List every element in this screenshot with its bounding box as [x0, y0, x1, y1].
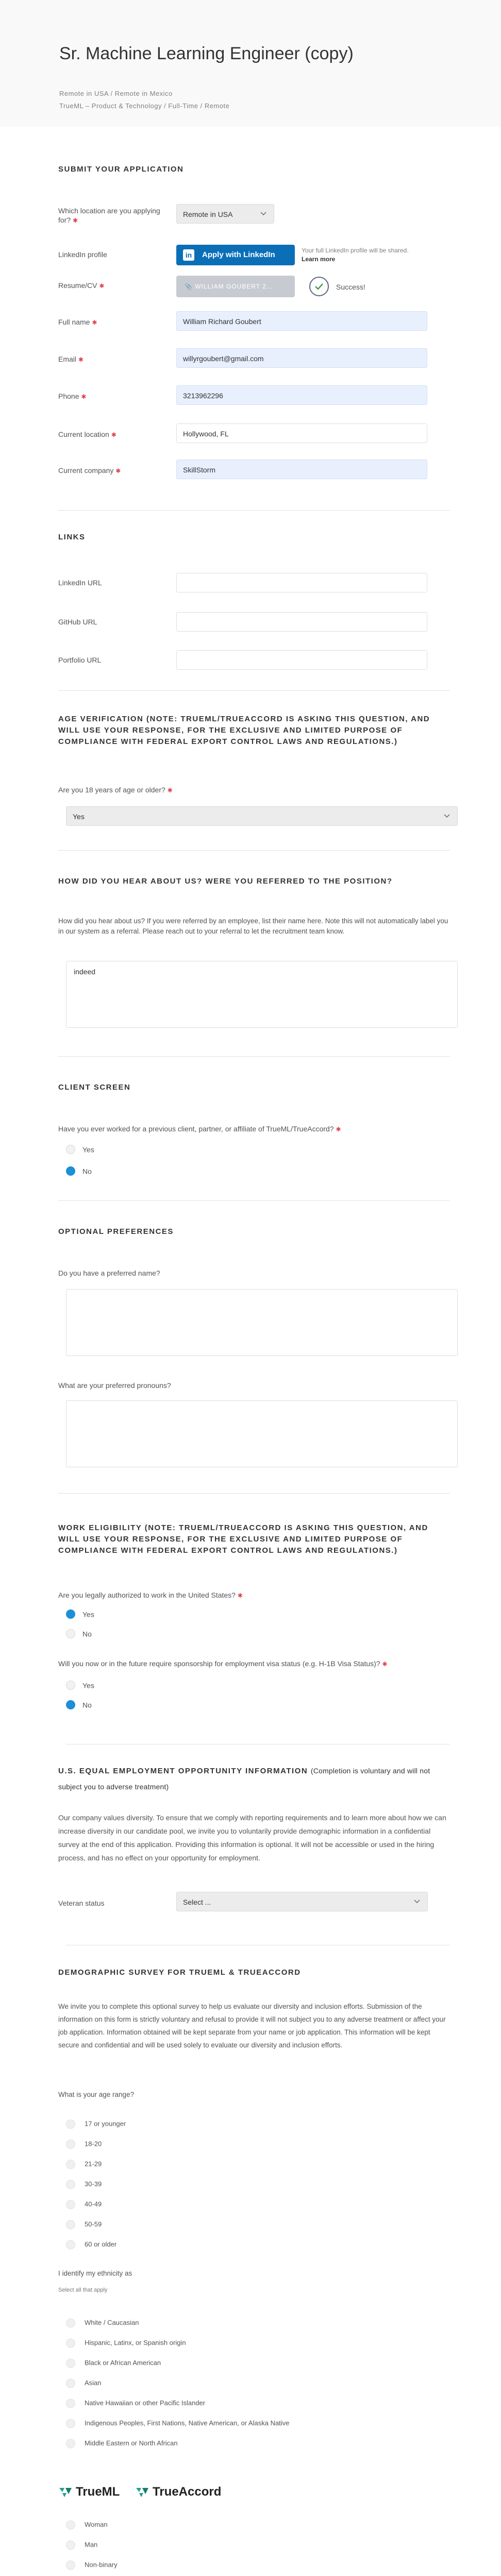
- linkedin-button-label: Apply with LinkedIn: [202, 250, 275, 259]
- current-company-label: Current company ✱: [58, 466, 121, 474]
- radio-button[interactable]: [66, 2180, 75, 2189]
- brand-bar: [0, 2479, 501, 2505]
- preferred-name-question: Do you have a preferred name?: [58, 1269, 160, 1277]
- radio-button[interactable]: [66, 2338, 75, 2348]
- radio-button-selected[interactable]: [66, 1700, 75, 1709]
- radio-button-selected[interactable]: [66, 1166, 75, 1176]
- client-option-no[interactable]: [66, 1165, 92, 1176]
- eeo-body: Our company values diversity. To ensure that we comply with reporting requirements and to learn more about how we can increase diversity in our candidate pool, we invite you to voluntarily provide demographic information in a confidential survey at the end of this application. Providing this information is optional. It will not be accessible or used in the hiring process, and has no effect on your opportunity for employment.: [58, 1814, 446, 1862]
- resume-label: Resume/CV ✱: [58, 281, 105, 290]
- section-heading-work: WORK ELIGIBILITY (NOTE: TRUEML/TRUEACCORD IS ASKING THIS QUESTION, AND WILL USE YOUR RESPONSE, FOR THE EXCLUSIVE AND LIMITED PURPOSE OF COMPLIANCE WITH FEDERAL EXPORT CONTROL LAWS AND REGULATIONS.): [58, 1523, 428, 1555]
- email-input[interactable]: willyrgoubert@gmail.com: [176, 348, 427, 368]
- work2-option-yes[interactable]: [66, 1680, 94, 1690]
- radio-button[interactable]: [66, 2540, 75, 2550]
- job-location: Remote in USA / Remote in Mexico: [59, 90, 173, 97]
- chevron-down-icon: [414, 1898, 420, 1904]
- phone-input[interactable]: 3213962296: [176, 385, 427, 405]
- apply-with-linkedin-button[interactable]: [176, 245, 295, 265]
- portfolio-url-label: Portfolio URL: [58, 656, 102, 664]
- divider: [58, 690, 450, 691]
- option-label: 50-59: [85, 2220, 102, 2228]
- section-heading-links: LINKS: [58, 533, 86, 541]
- ethnicity-option[interactable]: [66, 2358, 161, 2368]
- radio-button[interactable]: [66, 2240, 75, 2249]
- radio-button[interactable]: [66, 1629, 75, 1638]
- preferred-name-textarea[interactable]: [66, 1289, 458, 1356]
- age-range-option[interactable]: [66, 2219, 102, 2229]
- demographic-body: We invite you to complete this optional survey to help us evaluate our diversity and inclusion efforts. Submission of the information on this form is strictly voluntary and refusal to provide it will not subject you to any adverse treatment or affect your job application. Information obtained will be kept separate from your name or job application. This information will be kept secure and confidential and will be used solely to evaluate our diversity and inclusion efforts.: [58, 2003, 446, 2049]
- radio-button[interactable]: [66, 2561, 75, 2570]
- client-question: Have you ever worked for a previous client, partner, or affiliate of TrueML/TrueAccord? ✱: [58, 1125, 341, 1133]
- age-select-value: Yes: [73, 812, 85, 821]
- portfolio-url-input[interactable]: [176, 650, 427, 670]
- option-label: No: [82, 1701, 92, 1709]
- hear-question: How did you hear about us? If you were referred by an employee, list their name here. Note this will not automatically label you in our system as a referral. Please reach out to your referral to let the recruitment team know.: [58, 917, 448, 935]
- radio-button[interactable]: [66, 2379, 75, 2388]
- section-heading-demographic: DEMOGRAPHIC SURVEY FOR TRUEML & TRUEACCORD: [58, 1968, 301, 1977]
- option-label: Black or African American: [85, 2359, 161, 2367]
- option-label: 60 or older: [85, 2240, 117, 2248]
- gender-option[interactable]: [66, 2519, 108, 2530]
- resume-upload-button[interactable]: [176, 276, 295, 297]
- section-heading-client: CLIENT SCREEN: [58, 1083, 131, 1092]
- ethnicity-option[interactable]: [66, 2337, 186, 2348]
- paperclip-icon: 📎: [185, 283, 195, 290]
- github-url-label: GitHub URL: [58, 618, 97, 626]
- github-url-input[interactable]: [176, 612, 427, 632]
- veteran-label: Veteran status: [58, 1899, 105, 1907]
- eeo-heading-sub: (Completion is voluntary and will not subject you to adverse treatment): [58, 1767, 430, 1791]
- fullname-input[interactable]: William Richard Goubert: [176, 311, 427, 331]
- age-range-option[interactable]: [66, 2159, 102, 2169]
- age-range-option[interactable]: [66, 2119, 126, 2129]
- work-question-1: Are you legally authorized to work in the United States? ✱: [58, 1591, 243, 1599]
- age-question: Are you 18 years of age or older? ✱: [58, 786, 173, 794]
- section-heading-optional: OPTIONAL PREFERENCES: [58, 1227, 174, 1236]
- section-heading-submit: SUBMIT YOUR APPLICATION: [58, 165, 184, 174]
- option-label: 21-29: [85, 2160, 102, 2168]
- age-select[interactable]: [66, 806, 458, 826]
- option-label: White / Caucasian: [85, 2318, 139, 2327]
- phone-label: Phone ✱: [58, 392, 87, 400]
- divider: [58, 1200, 450, 1201]
- ethnicity-option[interactable]: [66, 2438, 178, 2448]
- age-range-option[interactable]: [66, 2139, 102, 2149]
- option-label: No: [82, 1630, 92, 1638]
- linkedin-url-input[interactable]: [176, 573, 427, 592]
- current-location-label: Current location ✱: [58, 430, 116, 438]
- option-label: 18-20: [85, 2140, 102, 2148]
- age-range-option[interactable]: [66, 2179, 102, 2189]
- ethnicity-hint: Select all that apply: [58, 2287, 108, 2293]
- resume-file-name: WILLIAM GOUBERT 2…: [195, 283, 273, 290]
- option-label: 40-49: [85, 2200, 102, 2208]
- option-label: Woman: [85, 2520, 108, 2529]
- ethnicity-question: I identify my ethnicity as: [58, 2269, 132, 2277]
- radio-button[interactable]: [66, 2140, 75, 2149]
- linkedin-profile-label: LinkedIn profile: [58, 250, 107, 259]
- option-label: No: [82, 1167, 92, 1176]
- radio-button[interactable]: [66, 2399, 75, 2408]
- radio-button[interactable]: [66, 2439, 75, 2448]
- radio-button[interactable]: [66, 2220, 75, 2229]
- radio-button[interactable]: [66, 2419, 75, 2428]
- location-select-value: Remote in USA: [183, 210, 233, 218]
- radio-button[interactable]: [66, 2318, 75, 2328]
- age-range-option[interactable]: [66, 2239, 116, 2249]
- divider: [58, 1493, 450, 1494]
- trueml-wordmark: TrueML: [76, 2485, 120, 2499]
- fullname-label: Full name ✱: [58, 318, 97, 326]
- divider: [58, 510, 450, 511]
- radio-button[interactable]: [66, 2160, 75, 2169]
- job-title: Sr. Machine Learning Engineer (copy): [59, 44, 354, 63]
- option-label: Hispanic, Latinx, or Spanish origin: [85, 2338, 186, 2347]
- linkedin-note: [302, 246, 410, 264]
- radio-button[interactable]: [66, 2120, 75, 2129]
- divider: [58, 850, 450, 851]
- radio-button-selected[interactable]: [66, 1609, 75, 1619]
- section-heading-eeo: [58, 1763, 450, 1795]
- success-check-icon: [309, 277, 329, 296]
- pronouns-question: What are your preferred pronouns?: [58, 1381, 171, 1389]
- email-label: Email ✱: [58, 355, 84, 363]
- radio-button[interactable]: [66, 2520, 75, 2530]
- work1-option-yes[interactable]: [66, 1608, 94, 1619]
- veteran-select[interactable]: [176, 1892, 428, 1911]
- option-label: Man: [85, 2540, 98, 2549]
- option-label: 17 or younger: [85, 2120, 126, 2128]
- hear-textarea[interactable]: indeed: [66, 961, 458, 1028]
- trueml-logo: [58, 2485, 120, 2499]
- work2-option-no[interactable]: [66, 1699, 92, 1709]
- gender-option[interactable]: [66, 2539, 97, 2550]
- linkedin-url-label: LinkedIn URL: [58, 579, 102, 587]
- trueaccord-logo-icon: [135, 2486, 149, 2498]
- pronouns-textarea[interactable]: [66, 1400, 458, 1467]
- linkedin-note-text: Your full LinkedIn profile will be shared.: [302, 247, 409, 254]
- option-label: Middle Eastern or North African: [85, 2439, 178, 2447]
- option-label: Yes: [82, 1145, 94, 1154]
- location-select[interactable]: [176, 204, 274, 224]
- section-heading-age: AGE VERIFICATION (NOTE: TRUEML/TRUEACCORD IS ASKING THIS QUESTION, AND WILL USE YOUR RESPONSE, FOR THE EXCLUSIVE AND LIMITED PURPOSE OF COMPLIANCE WITH FEDERAL EXPORT CONTROL LAWS AND REGULATIONS.): [58, 715, 430, 746]
- option-label: Yes: [82, 1610, 94, 1619]
- radio-button[interactable]: [66, 1681, 75, 1690]
- divider: [58, 1056, 450, 1057]
- trueaccord-logo: [135, 2485, 221, 2499]
- option-label: Non-binary: [85, 2561, 118, 2569]
- linkedin-icon: in: [183, 249, 194, 261]
- gender-option[interactable]: [66, 2560, 118, 2570]
- option-label: Indigenous Peoples, First Nations, Native American, or Alaska Native: [85, 2419, 290, 2427]
- option-label: Asian: [85, 2379, 102, 2387]
- current-location-input[interactable]: Hollywood, FL: [176, 423, 427, 443]
- veteran-select-value: Select ...: [183, 1898, 211, 1906]
- section-heading-hear: HOW DID YOU HEAR ABOUT US? WERE YOU REFERRED TO THE POSITION?: [58, 877, 393, 886]
- option-label: Native Hawaiian or other Pacific Islander: [85, 2399, 206, 2407]
- ethnicity-option[interactable]: [66, 2398, 205, 2408]
- chevron-down-icon: [260, 210, 266, 216]
- ethnicity-option[interactable]: [66, 2317, 139, 2328]
- ethnicity-option[interactable]: [66, 2378, 102, 2388]
- trueml-logo-icon: [58, 2486, 73, 2498]
- eeo-heading-text: U.S. EQUAL EMPLOYMENT OPPORTUNITY INFORMATION: [58, 1767, 308, 1775]
- chevron-down-icon: [444, 812, 450, 819]
- ethnicity-option[interactable]: [66, 2418, 289, 2428]
- age-range-question: What is your age range?: [58, 2091, 135, 2098]
- trueaccord-wordmark: TrueAccord: [153, 2485, 222, 2499]
- resume-status: Success!: [336, 283, 365, 291]
- work-question-2: Will you now or in the future require sponsorship for employment visa status (e.g. H-1B Visa Status)? ✱: [58, 1659, 388, 1668]
- location-label: Which location are you applying for? ✱: [58, 207, 160, 224]
- radio-button[interactable]: [66, 1145, 75, 1154]
- radio-button[interactable]: [66, 2359, 75, 2368]
- option-label: Yes: [82, 1681, 94, 1690]
- option-label: 30-39: [85, 2180, 102, 2188]
- job-category: TrueML – Product & Technology / Full-Time / Remote: [59, 102, 230, 110]
- client-option-yes[interactable]: [66, 1144, 94, 1154]
- radio-button[interactable]: [66, 2200, 75, 2209]
- current-company-input[interactable]: SkillStorm: [176, 460, 427, 479]
- learn-more-link[interactable]: Learn more: [302, 256, 336, 263]
- work1-option-no[interactable]: [66, 1628, 92, 1638]
- age-range-option[interactable]: [66, 2199, 102, 2209]
